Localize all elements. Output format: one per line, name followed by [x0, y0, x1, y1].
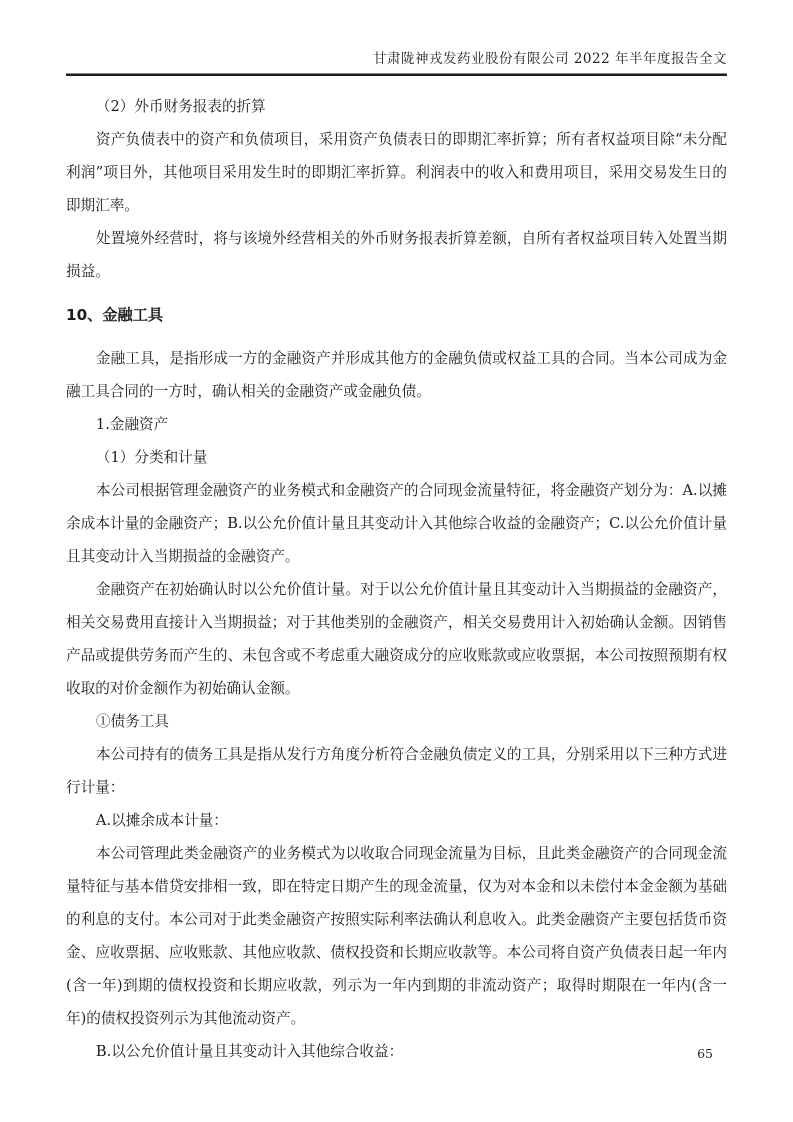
para-balance-sheet-translation: 资产负债表中的资产和负债项目，采用资产负债表日的即期汇率折算；所有者权益项目除“未分配利润”项目外，其他项目采用发生时的即期汇率折算。利润表中的收入和费用项目，采用交易发生日的即期汇率。 — [66, 131, 727, 214]
para-classification-categories: 本公司根据管理金融资产的业务模式和金融资产的合同现金流量特征，将金融资产划分为：A.以摊余成本计量的金融资产；B.以公允价值计量且其变动计入其他综合收益的金融资产；C.以公允价值计量且其变动计入当期损益的金融资产。 — [66, 482, 727, 565]
para-initial-recognition: 金融资产在初始确认时以公允价值计量。对于以公允价值计量且其变动计入当期损益的金融资产，相关交易费用直接计入当期损益；对于其他类别的金融资产，相关交易费用计入初始确认金额。因销售产品或提供劳务而产生的、未包含或不考虑重大融资成分的应收账款或应收票据，本公司按照预期有权收取的对价金额作为初始确认金额。 — [66, 581, 727, 697]
para-amortized-cost-detail: 本公司管理此类金融资产的业务模式为以收取合同现金流量为目标，且此类金融资产的合同现金流量特征与基本借贷安排相一致，即在特定日期产生的现金流量，仅为对本金和以未偿付本金金额为基础的利息的支付。本公司对于此类金融资产按照实际利率法确认利息收入。此类金融资产主要包括货币资金、应收票据、应收账款、其他应收款、债权投资和长期应收款等。本公司将自资产负债表日起一年内(含一年)到期的债权投资和长期应收款，列示为一年内到期的非流动资产；取得时期限在一年内(含一年)的债权投资列示为其他流动资产。 — [66, 845, 727, 1027]
para-disposal-overseas-operations: 处置境外经营时，将与该境外经营相关的外币财务报表折算差额，自所有者权益项目转入处置当期损益。 — [66, 230, 727, 280]
para-financial-assets-title: 1.金融资产 — [95, 416, 169, 433]
heading-financial-instruments: 10、金融工具 — [66, 306, 164, 324]
para-fvoci-title: B.以公允价值计量且其变动计入其他综合收益： — [95, 1043, 404, 1060]
para-debt-instruments-definition: 本公司持有的债务工具是指从发行方角度分析符合金融负债定义的工具，分别采用以下三种方式进行计量： — [66, 746, 727, 796]
para-financial-instruments-definition: 金融工具，是指形成一方的金融资产并形成其他方的金融负债或权益工具的合同。当本公司成为金融工具合同的一方时，确认相关的金融资产或金融负债。 — [66, 350, 727, 400]
running-head-title: 甘肃陇神戎发药业股份有限公司 2022 年半年度报告全文 — [373, 51, 727, 67]
header-rule — [66, 73, 727, 76]
page-footer — [697, 1046, 713, 1061]
para-debt-instruments-title: ①债务工具 — [95, 713, 169, 730]
page-number: 65 — [697, 1046, 713, 1061]
para-classification-measurement-title: （1）分类和计量 — [95, 449, 208, 466]
para-amortized-cost-title: A.以摊余成本计量： — [95, 812, 228, 829]
page-header — [66, 0, 727, 76]
document-body — [66, 90, 727, 1068]
para-foreign-currency-statements-title: （2）外币财务报表的折算 — [95, 98, 266, 115]
